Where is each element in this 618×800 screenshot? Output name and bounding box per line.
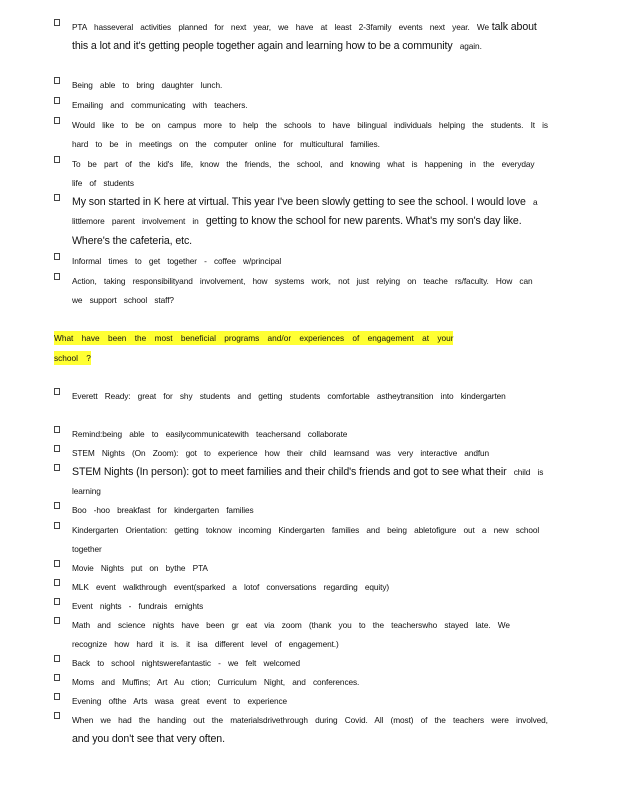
- list-item-text: Informal times to get together - coffee w/principal: [72, 256, 282, 266]
- bullet-icon: [54, 388, 60, 395]
- list-item-text: Emailing and communicating with teachers.: [72, 100, 248, 110]
- bullet-icon: [54, 19, 60, 26]
- bullet-icon: [54, 712, 60, 719]
- list-item-text: Boo -hoo breakfast for kindergarten families: [72, 505, 254, 515]
- bullet-icon: [54, 674, 60, 681]
- list-item-text: My son started in K here at virtual. This year I've been slowly getting to see the school. I would love a littlemore parent involvement in getting to know the school for new parents. What's my son's day like. Where's the cafeteria, etc.: [72, 196, 538, 247]
- bullet-icon: [54, 445, 60, 452]
- bullet-icon: [54, 502, 60, 509]
- bullet-icon: [54, 655, 60, 662]
- list-item-text: MLK event walkthrough event(sparked a lotof conversations regarding equity): [72, 582, 390, 592]
- list-item-text: Kindergarten Orientation: getting toknow incoming Kindergarten families and being abletofigure out a new school together: [72, 525, 540, 555]
- bullet-icon: [54, 273, 60, 280]
- bullet-icon: [54, 693, 60, 700]
- bullet-icon: [54, 77, 60, 84]
- bullet-icon: [54, 194, 60, 201]
- bullet-icon: [54, 560, 60, 567]
- bullet-icon: [54, 598, 60, 605]
- list-item-text: Event nights - fundrais ernights: [72, 601, 204, 611]
- list-item-text: PTA hasseveral activities planned for next year, we have at least 2-3family events next year. We talk about this a lot and it's getting people together again and learning how to be a community again.: [72, 21, 537, 53]
- bullet-icon: [54, 97, 60, 104]
- bullet-icon: [54, 464, 60, 471]
- bullet-icon: [54, 426, 60, 433]
- list-item-text: Evening ofthe Arts wasa great event to experience: [72, 696, 288, 706]
- list-item-text: Everett Ready: great for shy students and getting students comfortable astheytransition into kindergarten: [72, 391, 506, 401]
- list-item-text: Being able to bring daughter lunch.: [72, 80, 223, 90]
- bullet-icon: [54, 253, 60, 260]
- bullet-icon: [54, 117, 60, 124]
- bullet-icon: [54, 156, 60, 163]
- list-item-text: Back to school nightswerefantastic - we felt welcomed: [72, 658, 300, 668]
- heading-line-2: school ?: [54, 352, 91, 363]
- list-item-text: Math and science nights have been gr eat via zoom (thank you to the teacherswho stayed late. We recognize how hard it is. it isa different level of engagement.): [72, 620, 510, 650]
- bullet-icon: [54, 522, 60, 529]
- heading-line-1: What have been the most beneficial programs and/or experiences of engagement at your: [54, 333, 454, 343]
- list-item-text: Moms and Muffins; Art Au ction; Curriculum Night, and conferences.: [72, 677, 360, 687]
- list-item-text: Movie Nights put on bythe PTA: [72, 563, 208, 573]
- list-item-text: Action, taking responsibilityand involvement, how systems work, not just relying on teache rs/faculty. How can we support school staff?: [72, 276, 533, 306]
- list-item-text: When we had the handing out the materialsdrivethrough during Covid. All (most) of the teachers were involved, and you don't see that very often.: [72, 715, 548, 746]
- list-item-text: Would like to be on campus more to help the schools to have bilingual individuals helping the students. It is hard to be in meetings on the computer online for multicultural families.: [72, 120, 548, 150]
- list-item-text: STEM Nights (In person): got to meet families and their child's friends and got to see what their child is learning: [72, 466, 544, 497]
- list-item-text: To be part of the kid's life, know the friends, the school, and knowing what is happening in the everyday life of students: [72, 159, 535, 189]
- bullet-icon: [54, 617, 60, 624]
- bullet-icon: [54, 579, 60, 586]
- list-item-text: Remind:being able to easilycommunicatewith teachersand collaborate: [72, 429, 348, 439]
- section-heading: [54, 329, 534, 368]
- list-item-text: STEM Nights (On Zoom): got to experience how their child learnsand was very interactive andfun: [72, 448, 490, 458]
